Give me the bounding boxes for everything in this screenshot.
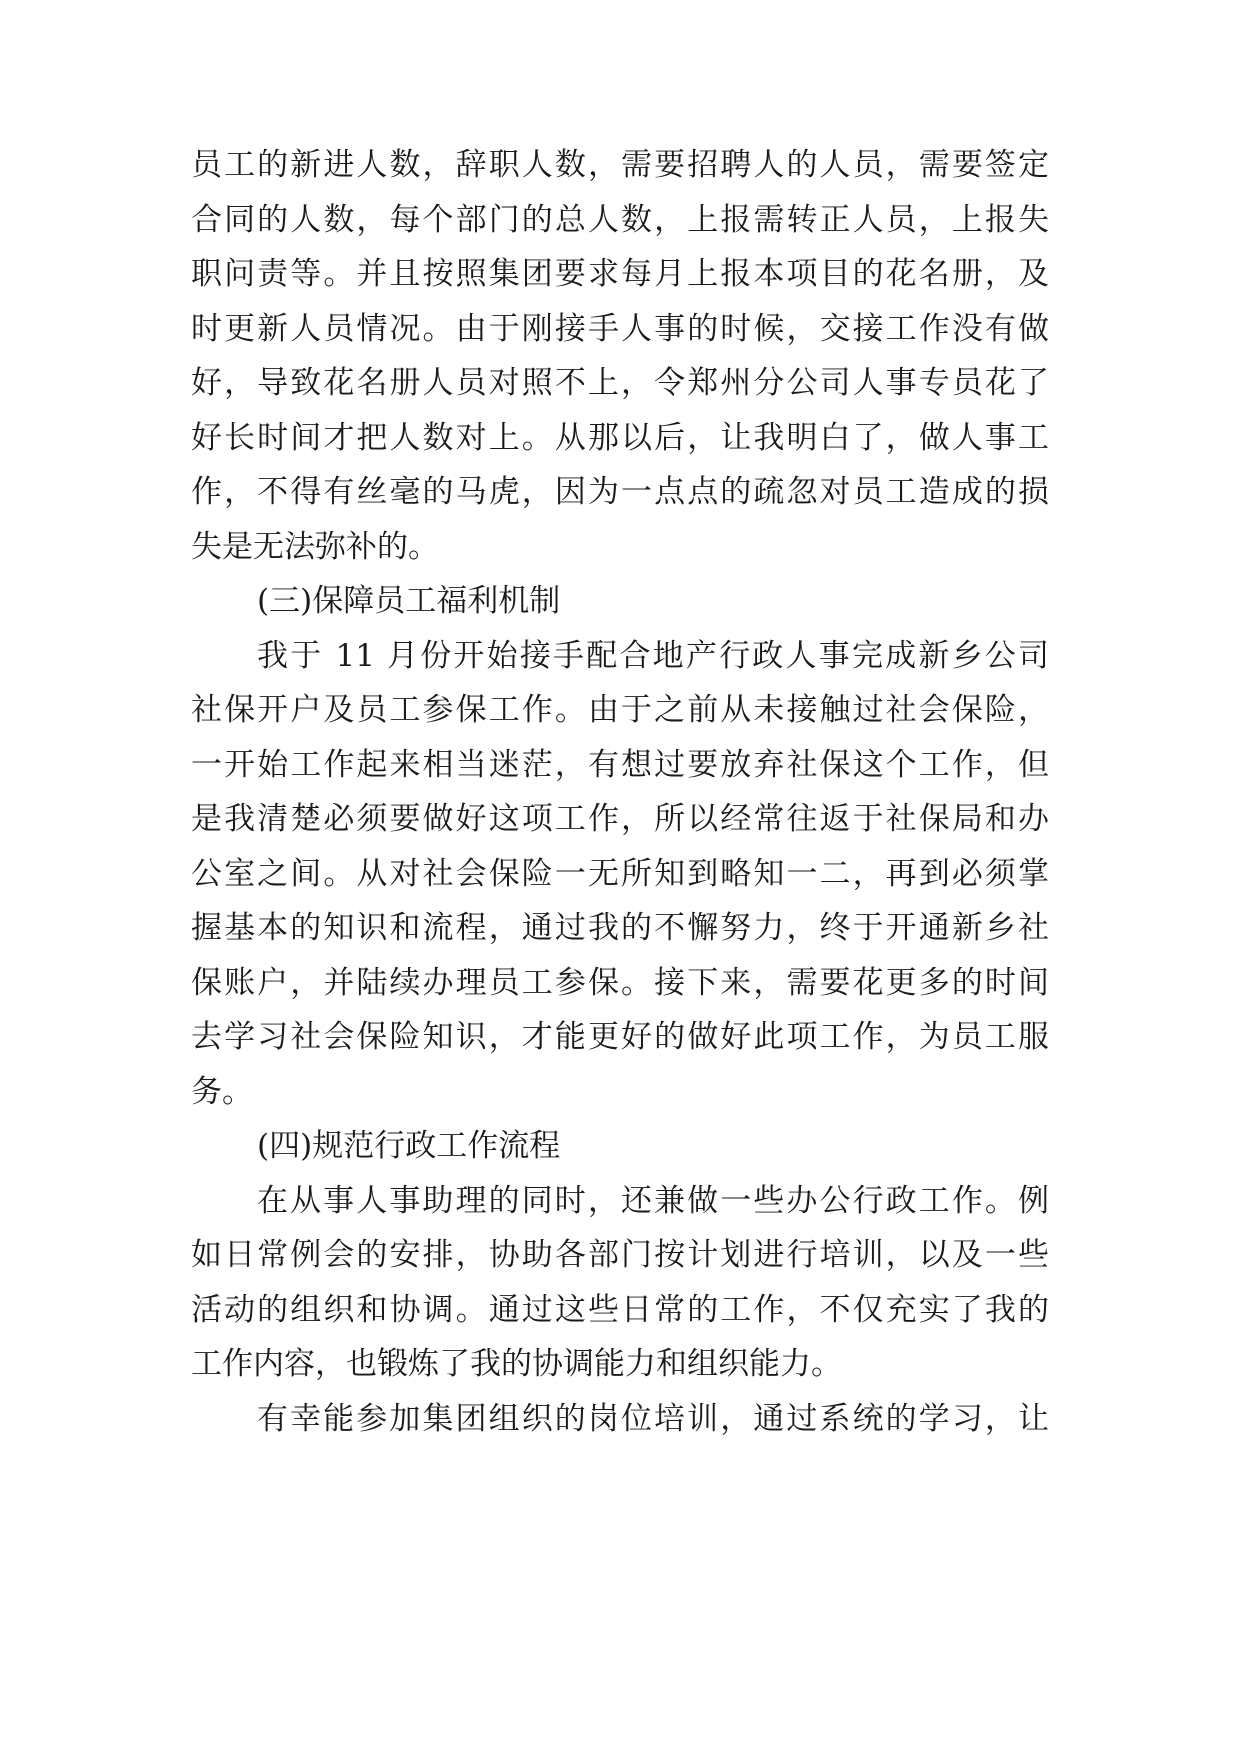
- paragraph-line: 去学习社会保险知识，才能更好的做好此项工作，为员工服: [191, 1019, 1049, 1055]
- paragraph-line: 作，不得有丝毫的马虎，因为一点点的疏忽对员工造成的损: [191, 474, 1049, 510]
- paragraph-line: 保账户，并陆续办理员工参保。接下来，需要花更多的时间: [191, 965, 1049, 1001]
- paragraph-line: 好长时间才把人数对上。从那以后，让我明白了，做人事工: [191, 420, 1049, 456]
- paragraph-line: 时更新人员情况。由于刚接手人事的时候，交接工作没有做: [191, 311, 1049, 347]
- paragraph-line: 一开始工作起来相当迷茫，有想过要放弃社保这个工作，但: [191, 747, 1049, 783]
- paragraph-line: 失是无法弥补的。: [191, 529, 439, 565]
- section-heading: (四)规范行政工作流程: [257, 1128, 561, 1164]
- paragraph-line: 社保开户及员工参保工作。由于之前从未接触过社会保险，: [191, 692, 1049, 728]
- paragraph-line: 公室之间。从对社会保险一无所知到略知一二，再到必须掌: [191, 856, 1049, 892]
- paragraph-line: 活动的组织和协调。通过这些日常的工作，不仅充实了我的: [191, 1292, 1049, 1328]
- paragraph-line: 是我清楚必须要做好这项工作，所以经常往返于社保局和办: [191, 801, 1049, 837]
- paragraph-line: 我于 11 月份开始接手配合地产行政人事完成新乡公司: [257, 638, 1049, 674]
- paragraph-line: 员工的新进人数，辞职人数，需要招聘人的人员，需要签定: [191, 147, 1049, 183]
- section-heading: (三)保障员工福利机制: [257, 583, 561, 619]
- paragraph-line: 合同的人数，每个部门的总人数，上报需转正人员，上报失: [191, 202, 1049, 238]
- paragraph-line: 好，导致花名册人员对照不上，令郑州分公司人事专员花了: [191, 365, 1049, 401]
- paragraph-line: 务。: [191, 1074, 253, 1110]
- paragraph-line: 工作内容，也锻炼了我的协调能力和组织能力。: [191, 1346, 842, 1382]
- paragraph-line: 有幸能参加集团组织的岗位培训，通过系统的学习，让: [257, 1401, 1049, 1437]
- paragraph-line: 握基本的知识和流程，通过我的不懈努力，终于开通新乡社: [191, 910, 1049, 946]
- paragraph-line: 如日常例会的安排，协助各部门按计划进行培训，以及一些: [191, 1237, 1049, 1273]
- paragraph-line: 职问责等。并且按照集团要求每月上报本项目的花名册，及: [191, 256, 1049, 292]
- paragraph-line: 在从事人事助理的同时，还兼做一些办公行政工作。例: [257, 1183, 1049, 1219]
